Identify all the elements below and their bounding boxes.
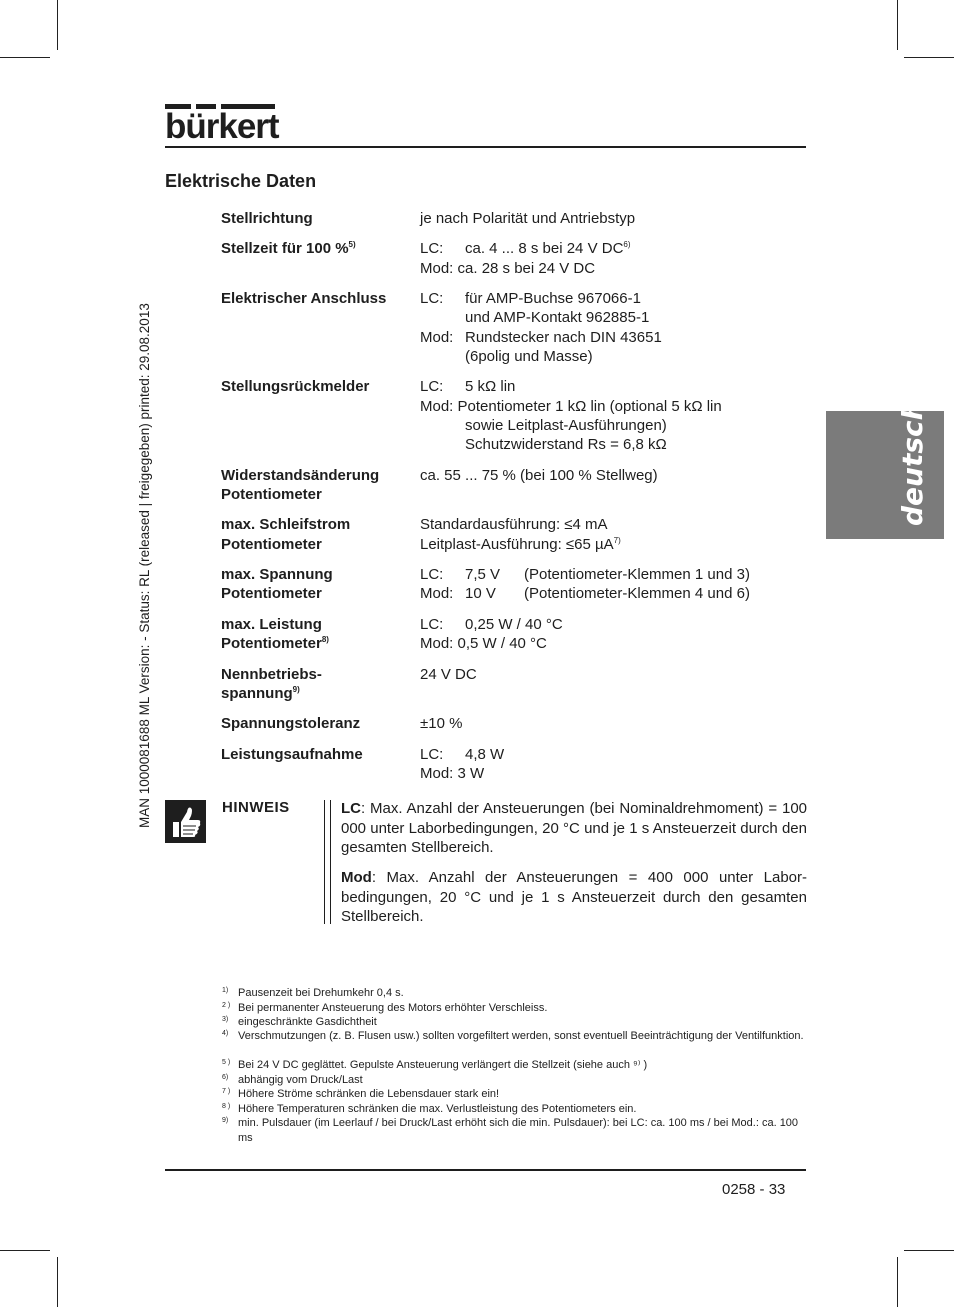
spec-label-stellzeit: Stellzeit für 100 %$^{5)}$ (221, 240, 356, 257)
spec-value-spannung-mod-note: (Potentiometer-Klemmen 4 und 6) (524, 585, 750, 602)
crop-mark (904, 1250, 954, 1251)
spec-label-widerstand-2: Potentiometer (221, 486, 322, 503)
spec-value-toleranz: ±10 % (420, 715, 463, 732)
spec-label-schleifstrom-2: Potentiometer (221, 536, 322, 553)
footnote-text: Bei permanenter Ansteuerung des Motors erhöhter Verschleiss. (238, 1002, 548, 1014)
spec-value-aufnahme-mod: Mod: 3 W (420, 765, 485, 782)
spec-label-leistung-1: max. Leistung (221, 616, 322, 633)
spec-value-spannung-mod-prefix: Mod: (420, 585, 454, 602)
spec-value-aufnahme-lc: 4,8 W (465, 746, 505, 763)
spec-label-anschluss: Elektrischer Anschluss (221, 290, 387, 307)
footnote-number: 9) (222, 1117, 229, 1124)
footnote-number: 8 ) (222, 1103, 231, 1110)
crop-mark (57, 1257, 58, 1307)
footnote-text: Höhere Ströme schränken die Lebensdauer stark ein! (238, 1088, 500, 1100)
note-label: HINWEIS (222, 799, 290, 816)
spec-value-anschluss-lc-1: für AMP-Buchse 967066-1 (465, 290, 641, 307)
spec-value-schleifstrom-1: Standardausführung: ≤4 mA (420, 516, 608, 533)
thumbs-up-icon (165, 800, 206, 843)
footnote-text: min. Pulsdauer (im Leerlauf / bei Druck/Last erhöht sich die min. Pulsdauer): bei LC: ca. 100 ms / bei Mod.: ca. 100 ms (238, 1117, 799, 1144)
section-title: Elektrische Daten (165, 171, 317, 191)
footnote-number: 5 ) (222, 1059, 231, 1066)
spec-value-anschluss-lc-prefix: LC: (420, 290, 444, 307)
document-status-text: MAN 1000081688 ML Version: - Status: RL (released | freigegeben) printed: 29.08.2013 (137, 303, 152, 828)
footnote-number: 1) (222, 987, 229, 994)
crop-mark (0, 57, 50, 58)
crop-mark (897, 0, 898, 50)
crop-mark (897, 1257, 898, 1307)
spec-value-nennspannung: 24 V DC (420, 666, 477, 683)
spec-value-leistung-mod: Mod: 0,5 W / 40 °C (420, 635, 547, 652)
footnote-number: 4) (222, 1030, 229, 1037)
note-paragraph-mod: Mod: Max. Anzahl der Ansteuerungen = 400 000 unter Laborbedingungen, 20 °C und je 1 s Ansteuerzeit durch den gesamten Stellbereich. (341, 869, 807, 925)
spec-value-widerstand: ca. 55 ... 75 % (bei 100 % Stellweg) (420, 467, 658, 484)
spec-value-rueckmelder-lc-prefix: LC: (420, 378, 444, 395)
spec-value-spannung-lc-prefix: LC: (420, 566, 444, 583)
spec-value-anschluss-lc-2: und AMP-Kontakt 962885-1 (465, 309, 650, 326)
footnote-text: Höhere Temperaturen schränken die max. Verlustleistung des Potentiometers ein. (238, 1103, 637, 1115)
spec-label-schleifstrom-1: max. Schleifstrom (221, 516, 351, 533)
spec-value-stellrichtung: je nach Polarität und Antriebstyp (420, 210, 636, 227)
spec-value-rueckmelder-mod-3: Schutzwiderstand Rs = 6,8 kΩ (465, 436, 667, 453)
crop-mark (904, 57, 954, 58)
page-number: 0258 - 33 (722, 1181, 786, 1198)
spec-value-anschluss-mod-1: Rundstecker nach DIN 43651 (465, 329, 662, 346)
spec-label-toleranz: Spannungstoleranz (221, 715, 361, 732)
spec-value-spannung-lc: 7,5 V (465, 566, 501, 583)
spec-value-rueckmelder-mod-2: sowie Leitplast-Ausführungen) (465, 417, 667, 434)
header-rule (165, 146, 806, 148)
logo-text: bürkert (165, 107, 279, 146)
footnote-number: 3) (222, 1016, 229, 1023)
spec-label-aufnahme: Leistungsaufnahme (221, 746, 363, 763)
footnote-number: 7 ) (222, 1088, 231, 1095)
spec-value-anschluss-mod-2: (6polig und Masse) (465, 348, 593, 365)
spec-value-leistung-lc-prefix: LC: (420, 616, 444, 633)
footnote-text: Verschmutzungen (z. B. Flusen usw.) sollten vorgefiltert werden, sonst eventuell Beeinträchtigung der Ventilfunktion. (238, 1030, 804, 1042)
spec-value-rueckmelder-mod-1: Mod: Potentiometer 1 kΩ lin (optional 5 kΩ lin (420, 398, 722, 415)
footnote-number: 6) (222, 1074, 229, 1081)
spec-label-spannung-1: max. Spannung (221, 566, 333, 583)
note-paragraph-lc: LC: Max. Anzahl der Ansteuerungen (bei Nominaldrehmoment) = 100 000 unter Laborbedingungen, 20 °C und je 1 s Ansteuerzeit durch den gesamten Stellbereich. (341, 800, 807, 856)
spec-value-leistung-lc: 0,25 W / 40 °C (465, 616, 563, 633)
spec-label-rueckmelder: Stellungsrückmelder (221, 378, 370, 395)
spec-value-schleifstrom-2: Leitplast-Ausführung: ≤65 µA$^{7)}$ (420, 536, 621, 553)
spec-label-stellrichtung: Stellrichtung (221, 210, 313, 227)
footnote-text: Bei 24 V DC geglättet. Gepulste Ansteuerung verlängert die Stellzeit (siehe auch ⁹⁾ ) (238, 1059, 648, 1071)
spec-value-stellzeit-lc: ca. 4 ... 8 s bei 24 V DC$^{6)}$ (465, 240, 631, 257)
footer-rule (165, 1169, 806, 1171)
spec-label-nennspannung-1: Nennbetriebs- (221, 666, 322, 683)
crop-mark (0, 1250, 50, 1251)
spec-value-anschluss-mod-prefix: Mod: (420, 329, 454, 346)
note-divider (330, 800, 331, 924)
footnote-text: eingeschränkte Gasdichtheit (238, 1016, 377, 1028)
footnote-text: abhängig vom Druck/Last (238, 1074, 363, 1086)
spec-value-spannung-lc-note: (Potentiometer-Klemmen 1 und 3) (524, 566, 750, 583)
language-tab (826, 400, 944, 539)
language-tab-label: deutsch (896, 400, 929, 526)
spec-label-nennspannung-2: spannung$^{9)}$ (221, 685, 300, 702)
spec-value-stellzeit-mod: Mod: ca. 28 s bei 24 V DC (420, 260, 596, 277)
footnote-text: Pausenzeit bei Drehumkehr 0,4 s. (238, 987, 404, 999)
note-divider (324, 800, 325, 924)
spec-label-widerstand-1: Widerstandsänderung (221, 467, 380, 484)
crop-mark (57, 0, 58, 50)
spec-label-spannung-2: Potentiometer (221, 585, 322, 602)
spec-label-leistung-2: Potentiometer$^{8)}$ (221, 635, 329, 652)
spec-value-rueckmelder-lc: 5 kΩ lin (465, 378, 516, 395)
spec-value-spannung-mod: 10 V (465, 585, 496, 602)
spec-value-aufnahme-lc-prefix: LC: (420, 746, 444, 763)
footnote-number: 2 ) (222, 1002, 231, 1009)
spec-value-stellzeit-lc-prefix: LC: (420, 240, 444, 257)
